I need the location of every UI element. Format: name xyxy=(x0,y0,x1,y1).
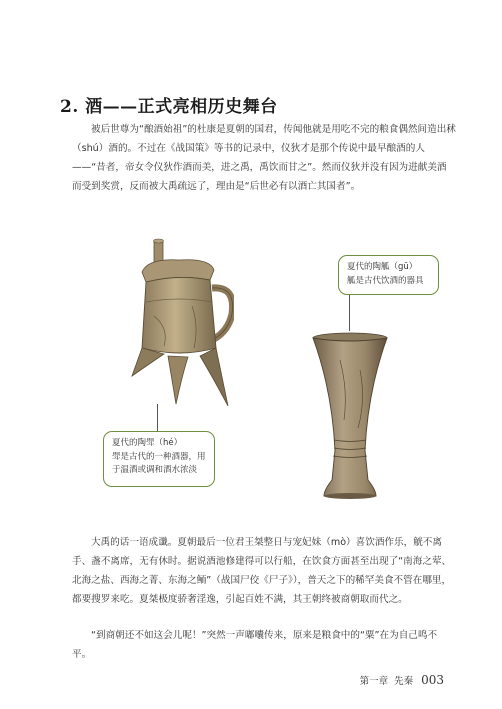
pottery-gu-image xyxy=(310,330,390,500)
caption-leader-line xyxy=(157,404,158,431)
paragraph-1: 被后世尊为“酿酒始祖”的杜康是夏朝的国君，传闻他就是用吃不完的粮食偶然间造出秫（shú）酒的。不过在《战国策》等书的记录中，仪狄才是那个传说中最早酿酒的人——“昔者，帝女令仪狄作酒而美，进之禹，禹饮而甘之”。然而仪狄并没有因为进献美酒而受到奖赏，反而被大禹疏远了，理由是“后世必有以酒亡其国者”。 xyxy=(72,124,456,192)
caption-title: 夏代的陶觚（gū） xyxy=(347,262,418,272)
footer-chapter-title: 先秦 xyxy=(394,676,414,687)
section-heading: 2. 酒——正式亮相历史舞台 xyxy=(60,97,278,117)
pottery-jia-caption xyxy=(103,431,215,487)
caption-text: 于温酒或调和酒水浓淡 xyxy=(112,465,198,475)
caption-leader-line xyxy=(349,295,350,331)
pottery-gu-caption xyxy=(338,255,439,295)
page-footer xyxy=(360,673,444,687)
paragraph-2: 大禹的话一语成谶。夏朝最后一位君王桀整日与宠妃妹（mò）喜饮酒作乐，觥不离手、盏不离席，无有休时。据说酒池修建得可以行船，在饮食方面甚至出现了“南海之荤、北海之盐、西海之菁、东海之鲕”（战国尸佼《尸子》），普天之下的稀罕美食不管在哪里，都要搜罗来吃。夏桀极度骄奢淫逸，引起百姓不满，其王朝终被商朝取而代之。 xyxy=(72,537,452,605)
caption-text: 斝是古代的一种酒器，用 xyxy=(112,451,206,462)
page-number: 003 xyxy=(421,673,444,687)
footer-chapter: 第一章 xyxy=(359,676,389,687)
paragraph-3: “到商朝还不如这会儿呢！”突然一声嘟囔传来，原来是粮食中的“粟”在为自己鸣不平。 xyxy=(72,630,438,660)
caption-text: 觚是古代饮酒的器具 xyxy=(347,275,424,286)
caption-title: 夏代的陶斝（hé） xyxy=(112,438,183,448)
pottery-jia-image xyxy=(124,236,234,406)
